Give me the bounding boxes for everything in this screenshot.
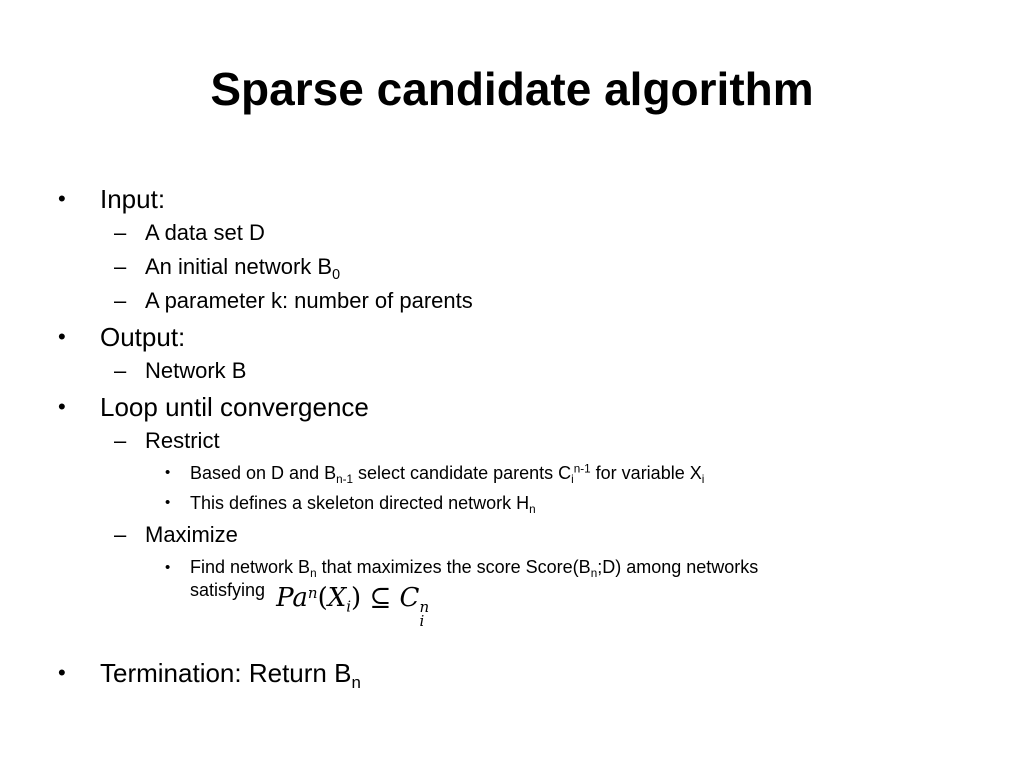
param-text: A parameter k: number of parents xyxy=(145,288,473,313)
bullet-list xyxy=(58,180,958,690)
bullet-dot-icon: • xyxy=(58,394,66,419)
network-subscript: 0 xyxy=(332,267,341,283)
termination-sub: n xyxy=(351,672,361,692)
maximize-text-3: ;D) among networks xyxy=(597,557,759,577)
loop-item-restrict xyxy=(58,424,958,458)
output-label: Output: xyxy=(100,322,186,352)
bullet-dash-icon: – xyxy=(114,288,127,313)
restrict-sub-2: i xyxy=(571,473,574,487)
input-label: Input: xyxy=(100,184,166,214)
bullet-dot-icon: • xyxy=(165,494,171,511)
restrict-label: Restrict xyxy=(145,428,220,453)
bullet-dot-icon: • xyxy=(165,464,171,481)
bullet-termination xyxy=(58,656,958,690)
network-text: An initial network B xyxy=(145,254,333,279)
slide-title: Sparse candidate algorithm xyxy=(210,63,814,115)
restrict-sup-2: n-1 xyxy=(573,462,591,476)
parent-subset-formula: $Pa^n(X_i)$ ⊆ C n i xyxy=(276,583,430,630)
subseteq-icon: ⊆ xyxy=(369,583,392,613)
maximize-line-find xyxy=(58,552,958,628)
bullet-loop xyxy=(58,390,958,424)
bullet-dash-icon: – xyxy=(114,254,127,279)
dataset-text: A data set D xyxy=(145,220,265,245)
restrict-text-1: Based on D and B xyxy=(190,463,337,483)
bullet-dash-icon: – xyxy=(114,428,127,453)
bullet-dash-icon: – xyxy=(114,358,127,383)
restrict-line-candidates xyxy=(58,458,958,488)
restrict-line-skeleton xyxy=(58,488,958,518)
input-item-network xyxy=(58,250,958,284)
input-item-dataset xyxy=(58,216,958,250)
bullet-dot-icon: • xyxy=(165,559,171,576)
bullet-dot-icon: • xyxy=(58,324,66,349)
bullet-dot-icon: • xyxy=(58,186,66,211)
maximize-text-2: that maximizes the score Score(B xyxy=(316,557,591,577)
restrict-sub-1: n-1 xyxy=(336,473,354,487)
maximize-text-1: Find network B xyxy=(190,557,311,577)
maximize-text-4: satisfying xyxy=(190,580,266,600)
bullet-output xyxy=(58,320,958,354)
termination-label: Termination: Return B xyxy=(100,658,352,688)
output-item-network xyxy=(58,354,958,388)
output-network-text: Network B xyxy=(145,358,247,383)
maximize-sub-2: n xyxy=(590,567,598,581)
restrict-text-3: for variable X xyxy=(590,463,702,483)
loop-label: Loop until convergence xyxy=(100,392,369,422)
restrict-text-2: select candidate parents C xyxy=(353,463,572,483)
skeleton-text: This defines a skeleton directed network H xyxy=(190,493,530,513)
restrict-sub-3: i xyxy=(701,473,705,487)
loop-item-maximize xyxy=(58,518,958,552)
bullet-dash-icon: – xyxy=(114,220,127,245)
skeleton-sub: n xyxy=(529,503,536,517)
bullet-input xyxy=(58,182,958,216)
maximize-sub-1: n xyxy=(310,567,317,581)
input-item-param xyxy=(58,284,958,318)
maximize-label: Maximize xyxy=(145,522,238,547)
bullet-dot-icon: • xyxy=(58,660,66,685)
bullet-dash-icon: – xyxy=(114,522,127,547)
